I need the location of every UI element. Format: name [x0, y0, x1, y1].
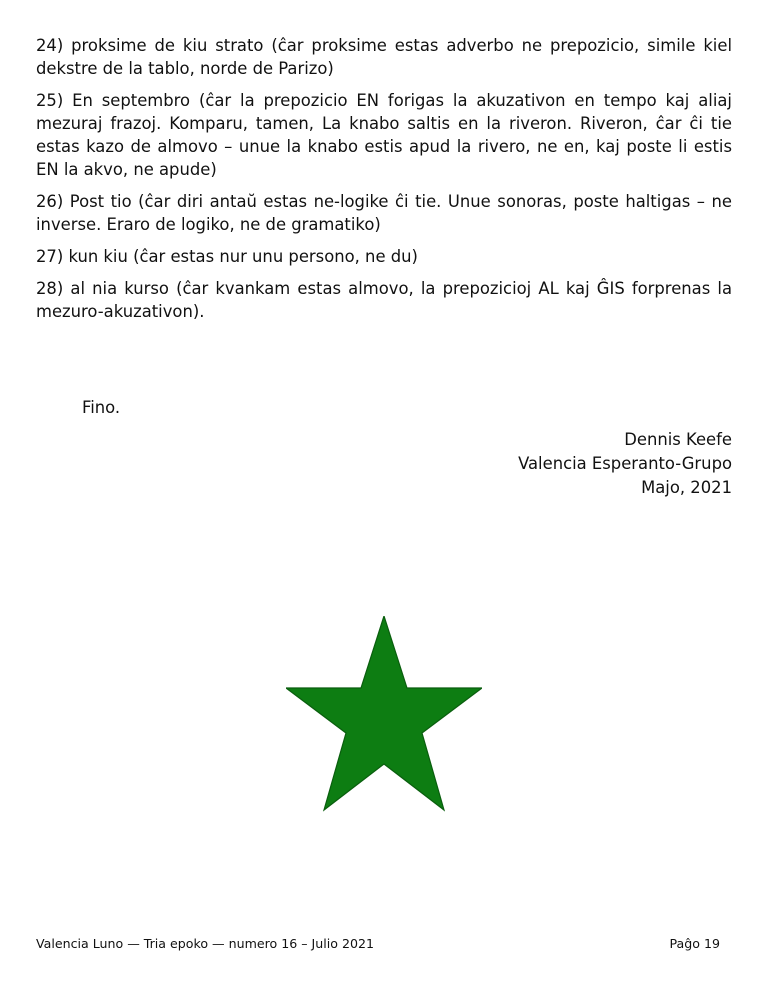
answer-list [36, 34, 732, 332]
signature-date: Majo, 2021 [641, 478, 732, 497]
answer-24: 24) proksime de kiu strato (ĉar proksime estas adverbo ne prepozicio, simile kiel dekstre de la tablo, norde de Parizo) [36, 36, 732, 78]
answer-28: 28) al nia kurso (ĉar kvankam estas almovo, la prepozicioj AL kaj ĜIS forprenas la mezuro-akuzativon). [36, 279, 732, 321]
author-group: Valencia Esperanto-Grupo [518, 454, 732, 473]
footer-page-number: Paĝo 19 [669, 936, 720, 951]
author-name: Dennis Keefe [624, 430, 732, 449]
green-star-icon [286, 616, 482, 812]
closing-text: Fino. [82, 398, 121, 417]
answer-27: 27) kun kiu (ĉar estas nur unu persono, ne du) [36, 247, 418, 266]
answer-26: 26) Post tio (ĉar diri antaŭ estas ne-logike ĉi tie. Unue sonoras, poste haltigas – ne inverse. Eraro de logiko, ne de gramatiko) [36, 192, 732, 234]
signature-block [518, 428, 732, 500]
answer-25: 25) En septembro (ĉar la prepozicio EN forigas la akuzativon en tempo kaj aliaj mezuraj frazoj. Komparu, tamen, La knabo saltis en la riveron. Riveron, ĉar ĉi tie estas kazo de almovo – unue la knabo estis apud la rivero, ne en, kaj poste li estis EN la akvo, ne apude) [36, 91, 732, 179]
footer-publication: Valencia Luno — Tria epoko — numero 16 – Julio 2021 [36, 936, 374, 951]
